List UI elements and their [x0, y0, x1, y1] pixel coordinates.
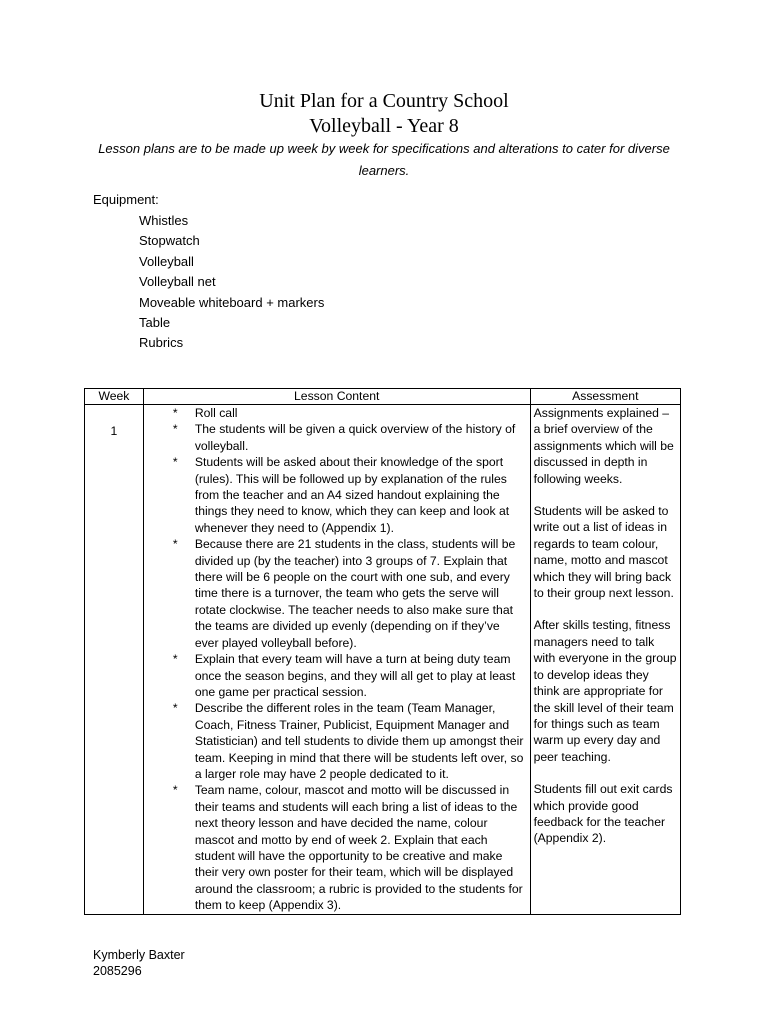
- lesson-item-text: Team name, colour, mascot and motto will be discussed in their teams and students will each bring a list of ideas to the next theory lesson and have decided the name, colour mascot and motto by end of week 2. Explain that each student will have the opportunity to be creative and make their very own poster for their team, which will be displayed around the classroom; a rubric is provided to the students for them to keep (Appendix 3).: [194, 783, 523, 913]
- equipment-list: [139, 212, 324, 355]
- assessment-paragraph: Students fill out exit cards which provide good feedback for the teacher (Appendix 2).: [533, 782, 673, 846]
- lesson-item-text: Explain that every team will have a turn at being duty team once the season begins, and they will all get to play at least one game per practical session.: [194, 652, 516, 699]
- lesson-item: [147, 536, 527, 651]
- assessment-paragraph: Students will be asked to write out a list of ideas in regards to team colour, name, motto and mascot which they will bring back to their group next lesson.: [533, 504, 674, 601]
- unit-plan-table: [84, 388, 681, 915]
- lesson-item-text: The students will be given a quick overview of the history of volleyball.: [194, 422, 516, 453]
- lesson-item: [147, 405, 527, 421]
- equipment-item: Volleyball net: [139, 274, 216, 290]
- lesson-item: [147, 454, 527, 536]
- lesson-item-text: Describe the different roles in the team (Team Manager, Coach, Fitness Trainer, Publicist, Equipment Manager and Statistician) and tell students to divide them up amongst their team. Keeping in mind that there will be students left over, so a larger role may have 2 people dedicated to it.: [194, 701, 524, 781]
- table-header-row: [85, 389, 681, 405]
- document-title: Unit Plan for a Country School: [259, 90, 509, 112]
- bullet-icon: *: [172, 783, 178, 798]
- lesson-item: [147, 421, 527, 454]
- lesson-item-text: Because there are 21 students in the class, students will be divided up (by the teacher) into 3 groups of 7. Explain that there will be 6 people on the court with one sub, and every time there is a turnover, the team who gets the serve will rotate clockwise. The teacher needs to also make sure that the teams are divided up evenly (depending on if they’ve ever played volleyball before).: [194, 537, 516, 650]
- week-number: 1: [85, 405, 144, 915]
- lesson-content-cell: [143, 405, 530, 915]
- lesson-item: [147, 651, 527, 700]
- equipment-item: Stopwatch: [139, 233, 200, 249]
- header-week: Week: [85, 389, 144, 405]
- equipment-item: Whistles: [139, 213, 189, 228]
- author-name: Kymberly Baxter: [93, 948, 185, 962]
- bullet-icon: *: [172, 422, 178, 437]
- bullet-icon: *: [172, 701, 178, 716]
- lesson-item-text: Students will be asked about their knowledge of the sport (rules). This will be followed up by explanation of the rules from the teacher and an A4 sized handout explaining the things they need to know, which they can keep and look at whenever they need to (Appendix 1).: [194, 455, 510, 535]
- lesson-item-text: Roll call: [194, 406, 238, 420]
- lesson-item: [147, 700, 527, 782]
- assessment-paragraph: Assignments explained – a brief overview of the assignments which will be discussed in depth in following weeks.: [533, 406, 674, 486]
- table-row: [85, 405, 681, 915]
- equipment-item: Volleyball: [139, 253, 194, 269]
- assessment-paragraph: After skills testing, fitness managers need to talk with everyone in the group to develop ideas they think are appropriate for the skill level of their team for things such as team warm up every day and peer teaching.: [533, 618, 677, 764]
- equipment-item: Table: [139, 314, 171, 330]
- equipment-item: Moveable whiteboard + markers: [139, 294, 325, 310]
- bullet-icon: *: [172, 455, 178, 470]
- header-assessment: Assessment: [530, 389, 680, 405]
- document-description: Lesson plans are to be made up week by week for specifications and alterations to cater for diverse learners.: [98, 141, 670, 178]
- equipment-item: Rubrics: [139, 335, 184, 351]
- equipment-label: Equipment:: [93, 192, 159, 207]
- student-id: 2085296: [93, 963, 142, 978]
- assessment-cell: [530, 405, 680, 915]
- bullet-icon: *: [172, 406, 178, 420]
- footer: [93, 948, 185, 979]
- bullet-icon: *: [172, 537, 178, 552]
- lesson-list: [147, 405, 527, 914]
- lesson-item: [147, 782, 527, 913]
- bullet-icon: *: [172, 652, 178, 667]
- header-lesson-content: Lesson Content: [143, 389, 530, 405]
- document-subtitle-heading: Volleyball - Year 8: [309, 115, 459, 137]
